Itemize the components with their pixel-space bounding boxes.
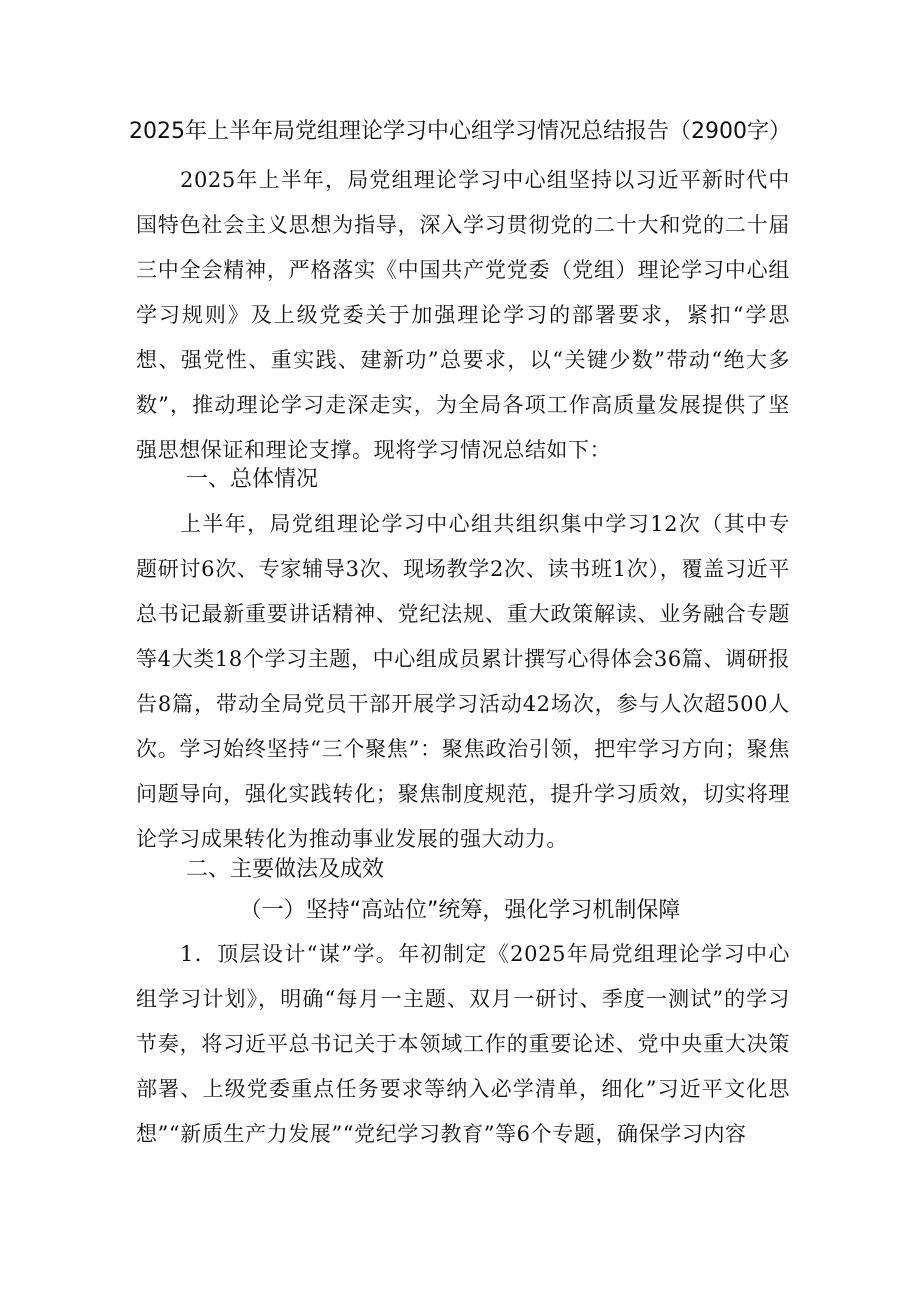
intro-paragraph: 2025年上半年，局党组理论学习中心组坚持以习近平新时代中国特色社会主义思想为指导，深入学习贯彻党的二十大和党的二十届三中全会精神，严格落实《中国共产党党委（党组）理论学习中心组学习规则》及上级党委关于加强理论学习的部署要求，紧扣“学思想、强党性、重实践、建新功”总要求，以“关键少数”带动“绝大多数”，推动理论学习走深走实，为全局各项工作高质量发展提供了坚强思想保证和理论支撑。现将学习情况总结如下： xyxy=(136,168,790,462)
section-heading-practices: 二、主要做法及成效 xyxy=(186,857,385,882)
item-paragraph-1: 1．顶层设计“谋”学。年初制定《2025年局党组理论学习中心组学习计划》，明确“每月一主题、双月一研讨、季度一测试”的学习节奏，将习近平总书记关于本领域工作的重要论述、党中央重大决策部署、上级党委重点任务要求等纳入必学清单，细化”习近平文化思想”“新质生产力发展”“党纪学习教育”等6个专题，确保学习内容 xyxy=(136,942,790,1146)
section-heading-overview: 一、总体情况 xyxy=(186,467,319,492)
subsection-heading-1: （一）坚持“高站位”统筹，强化学习机制保障 xyxy=(239,898,681,923)
document-title: 2025年上半年局党组理论学习中心组学习情况总结报告（2900字） xyxy=(129,119,791,144)
overview-paragraph: 上半年，局党组理论学习中心组共组织集中学习12次（其中专题研讨6次、专家辅导3次、现场教学2次、读书班1次），覆盖习近平总书记最新重要讲话精神、党纪法规、重大政策解读、业务融合专题等4大类18个学习主题，中心组成员累计撰写心得体会36篇、调研报告8篇，带动全局党员干部开展学习活动42场次，参与人次超500人次。学习始终坚持“三个聚焦”：聚焦政治引领，把牢学习方向；聚焦问题导向，强化实践转化；聚焦制度规范，提升学习质效，切实将理论学习成果转化为推动事业发展的强大动力。 xyxy=(136,512,790,851)
